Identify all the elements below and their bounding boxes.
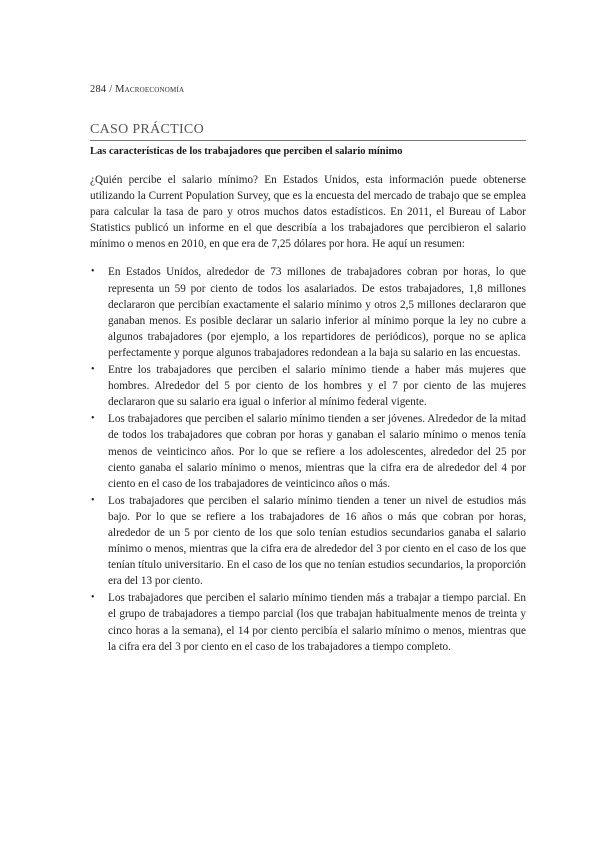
bullet-icon: • — [91, 592, 95, 604]
list-item-text: Entre los trabajadores que perciben el salario mínimo tiende a haber más mujeres que hombres. Alrededor del 5 por ciento de los hombres y el 7 por ciento de las mujeres declararon que su salario era igual o inferior al mínimo federal vigente. — [108, 364, 526, 409]
book-title: Macroeconomía — [115, 84, 185, 95]
list-item-text: Los trabajadores que perciben el salario mínimo tienden a tener un nivel de estudios más bajo. Por lo que se refiere a los trabajadores de 16 años o más que cobran por horas, alrededor de un 5 por ciento de los que solo tenían estudios secundarios ganaba el salario mínimo o menos, mientras que la cifra era de alrededor del 3 por ciento en el caso de los que tenían título universitario. En el caso de los que no tenían estudios secundarios, la proporción era del 13 por ciento. — [108, 494, 526, 588]
header-separator: / — [109, 84, 113, 95]
list-item-text: En Estados Unidos, alrededor de 73 millones de trabajadores cobran por horas, lo que representa un 59 por ciento de todos los asalariados. De estos trabajadores, 1,8 millones declararon que percibían exactamente el salario mínimo y otros 2,5 millones declararon que ganaban menos. Es posible declarar un salario inferior al mínimo porque la ley no cubre a algunos trabajadores (por ejemplo, a los repartidores de periódicos), porque no se aplica perfectamente y porque algunos trabajadores redondean a la baja su salario en las encuestas. — [108, 266, 526, 359]
list-item-text: Los trabajadores que perciben el salario mínimo tienden a ser jóvenes. Alrededor de la mitad de todos los trabajadores que cobran por horas y ganaban el salario mínimo o menos tenía menos de veinticinco años. Por lo que se refiere a los adolescentes, alrededor del 25 por ciento ganaba el salario mínimo o menos, mientras que la cifra era de alrededor del 4 por ciento en el caso de los trabajadores de veinticinco años o más. — [108, 413, 526, 490]
list-item — [90, 362, 526, 410]
list-item-text: Los trabajadores que perciben el salario mínimo tienden más a trabajar a tiempo parcial. En el grupo de trabajadores a tiempo parcial (los que trabajan habitualmente menos de treinta y cinco horas a la semana), el 14 por ciento percibía el salario mínimo o menos, mientras que la cifra era del 3 por ciento en el caso de los trabajadores a tiempo completo. — [108, 592, 526, 653]
case-study-label: CASO PRÁCTICO — [90, 122, 526, 141]
bullet-icon: • — [91, 413, 95, 425]
page-number: 284 — [90, 84, 107, 95]
book-page — [90, 84, 526, 656]
bullet-icon: • — [91, 364, 95, 376]
list-item — [90, 590, 526, 654]
case-study-title: Las características de los trabajadores que perciben el salario mínimo — [90, 146, 403, 157]
list-item — [90, 493, 526, 590]
intro-paragraph: ¿Quién percibe el salario mínimo? En Estados Unidos, esta información puede obtenerse utilizando la Current Population Survey, que es la encuesta del mercado de trabajo que se emplea para calcular la tasa de paro y otros muchos datos estadísticos. En 2011, el Bureau of Labor Statistics publicó un informe en el que describía a los trabajadores que percibieron el salario mínimo o menos en 2010, en que era de 7,25 dólares por hora. He aquí un resumen: — [90, 174, 526, 251]
bullet-icon: • — [91, 494, 95, 506]
list-item — [90, 264, 526, 361]
list-item — [90, 411, 526, 491]
summary-list — [90, 264, 526, 654]
bullet-icon: • — [91, 266, 95, 278]
running-header — [90, 84, 526, 100]
